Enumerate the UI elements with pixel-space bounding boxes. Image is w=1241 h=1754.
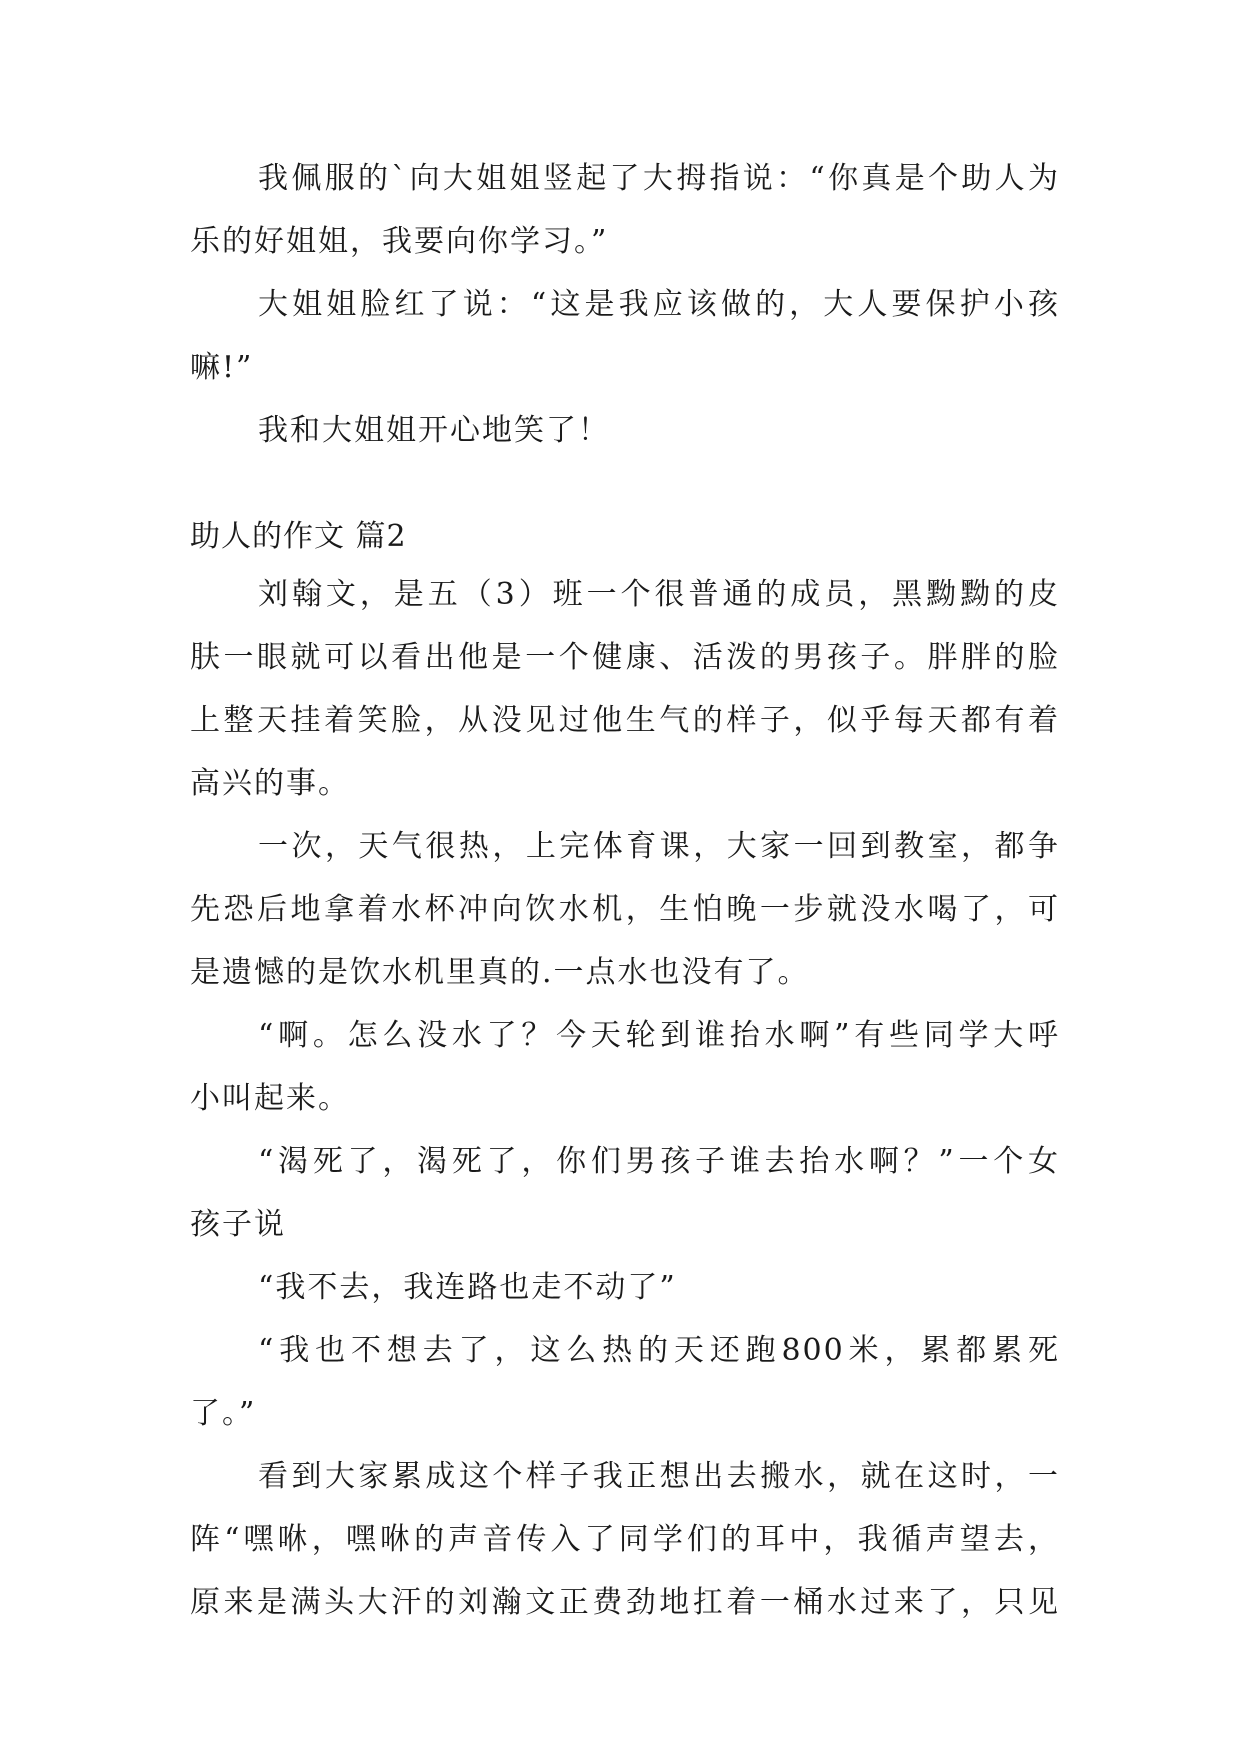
text-line: “啊。怎么没水了？今天轮到谁抬水啊”有些同学大呼: [258, 1018, 1060, 1053]
text-line: 孩子说: [190, 1207, 286, 1242]
text-line: 看到大家累成这个样子我正想出去搬水，就在这时，一: [258, 1459, 1060, 1494]
text-line: “我也不想去了，这么热的天还跑800米，累都累死: [258, 1333, 1060, 1368]
text-line: 阵“嘿咻，嘿咻的声音传入了同学们的耳中，我循声望去，: [190, 1522, 1060, 1557]
text-line: 大姐姐脸红了说：“这是我应该做的，大人要保护小孩: [258, 287, 1060, 322]
text-line: 是遗憾的是饮水机里真的.一点水也没有了。: [190, 955, 810, 990]
text-line: 高兴的事。: [190, 766, 350, 801]
text-line: 肤一眼就可以看出他是一个健康、活泼的男孩子。胖胖的脸: [190, 640, 1060, 675]
text-line: 嘛!”: [190, 350, 254, 385]
text-line: 小叫起来。: [190, 1081, 350, 1116]
text-line: 乐的好姐姐，我要向你学习。”: [190, 224, 609, 259]
text-line: 刘翰文，是五（3）班一个很普通的成员，黑黝黝的皮: [258, 577, 1060, 612]
text-line: 上整天挂着笑脸，从没见过他生气的样子，似乎每天都有着: [190, 703, 1060, 738]
text-line: “我不去，我连路也走不动了”: [258, 1270, 677, 1305]
text-line: “渴死了，渴死了，你们男孩子谁去抬水啊？”一个女: [258, 1144, 1060, 1179]
text-line: 我佩服的`向大姐姐竖起了大拇指说：“你真是个助人为: [258, 161, 1060, 196]
paragraph-group-2: [190, 563, 1060, 1634]
text-line: 原来是满头大汗的刘瀚文正费劲地扛着一桶水过来了，只见: [190, 1585, 1060, 1620]
text-line: 了。”: [190, 1396, 257, 1431]
text-line: 先恐后地拿着水杯冲向饮水机，生怕晚一步就没水喝了，可: [190, 892, 1060, 927]
section-heading: 助人的作文 篇2: [190, 519, 407, 554]
text-line: 我和大姐姐开心地笑了！: [258, 413, 610, 448]
text-line: 一次，天气很热，上完体育课，大家一回到教室，都争: [258, 829, 1060, 864]
paragraph-group-1: [190, 147, 1060, 462]
